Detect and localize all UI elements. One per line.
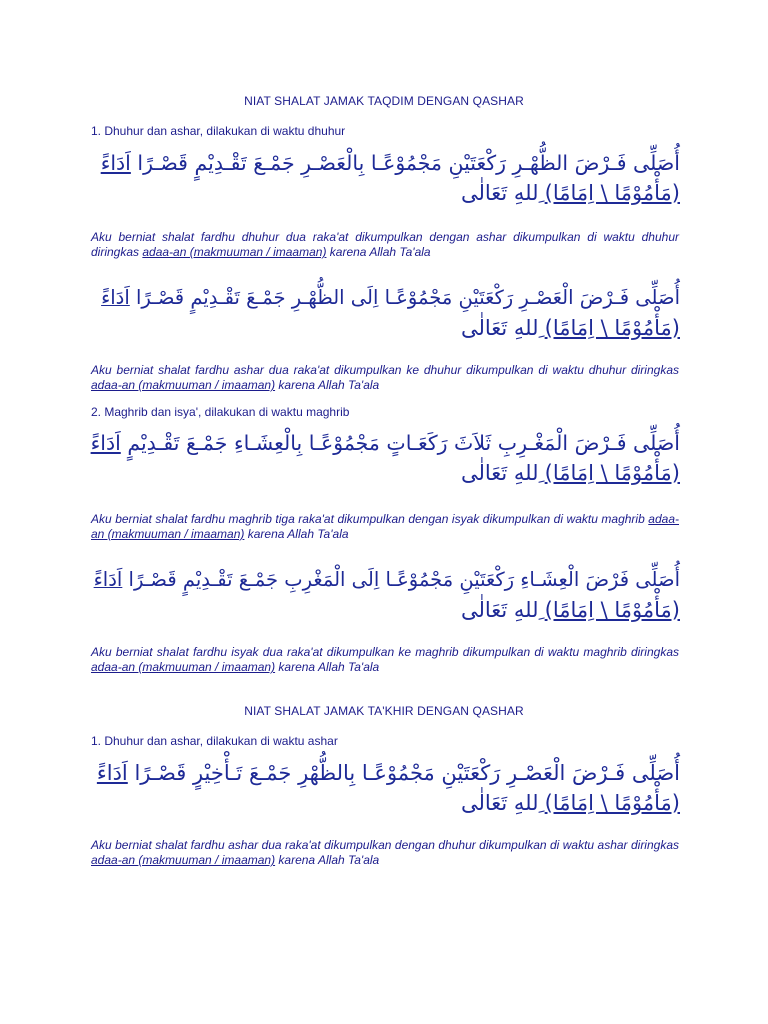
arabic-underlined: اَدَاءً bbox=[101, 286, 130, 309]
arabic-line-2 bbox=[91, 458, 680, 488]
subheading-dhuhur-ashar-takhir: 1. Dhuhur dan ashar, dilakukan di waktu ashar bbox=[91, 734, 338, 748]
arabic-line-1 bbox=[91, 758, 680, 788]
arabic-text: أُصَلِّى فَـرْضَ الظُّهْـرِ رَكْعَتَيْنِ مَجْمُوْعًـا بِالْعَصْـرِ جَمْـعَ تَقْـدِيْمٍ قَصْـرًا bbox=[137, 151, 680, 175]
arabic-line-1 bbox=[91, 148, 680, 178]
translation-underlined: adaa-an (makmuuman / imaaman) bbox=[91, 853, 276, 867]
arabic-niat-isya-taqdim bbox=[91, 565, 680, 625]
arabic-underlined: (مَأْمُوْمًا \ اِمَامًا) bbox=[544, 316, 680, 340]
arabic-line-2 bbox=[91, 595, 680, 625]
translation-text: karena Allah Ta'ala bbox=[275, 853, 380, 867]
arabic-text: أُصَلِّى فَـرْضَ الْمَغْـرِبِ ثَلاَثَ رَكَعَـاتٍ مَجْمُوْعًـا بِالْعِشَـاءِ جَمْـعَ تَقْـدِيْمٍ bbox=[127, 431, 680, 455]
translation-maghrib-taqdim bbox=[91, 512, 679, 542]
translation-text: Aku berniat shalat fardhu ashar dua raka'at dikumpulkan ke dhuhur dikumpulkan di waktu dhuhur diringkas bbox=[91, 363, 679, 377]
translation-text: karena Allah Ta'ala bbox=[326, 245, 431, 259]
arabic-text: أُصَلِّى فَـرْضَ الْعَصْـرِ رَكْعَتَيْنِ مَجْمُوْعًـا بِالظُّهْرِ جَمْـعَ تَـأْخِيْرٍ قَصْـرًا bbox=[134, 761, 680, 785]
arabic-text: ِللهِ تَعَالٰى bbox=[460, 598, 539, 622]
translation-text: Aku berniat shalat fardhu dhuhur dua raka'at dikumpulkan dengan ashar dikumpulkan di waktu dhuhur diringkas bbox=[91, 230, 679, 259]
arabic-text: ِللهِ تَعَالٰى bbox=[460, 461, 539, 485]
arabic-underlined: (مَأْمُوْمًا \ اِمَامًا) bbox=[544, 791, 680, 815]
arabic-line-2 bbox=[91, 178, 680, 208]
translation-text: Aku berniat shalat fardhu ashar dua raka'at dikumpulkan dengan dhuhur dikumpulkan di waktu ashar diringkas bbox=[91, 838, 679, 852]
arabic-underlined: اَدَاءً bbox=[90, 431, 121, 455]
translation-text: Aku berniat shalat fardhu isyak dua raka'at dikumpulkan ke maghrib dikumpulkan di waktu maghrib diringkas bbox=[91, 645, 679, 659]
arabic-niat-ashar-takhir bbox=[91, 758, 680, 818]
arabic-underlined: (مَأْمُوْمًا \ اِمَامًا) bbox=[544, 181, 680, 205]
arabic-text: ِللهِ تَعَالٰى bbox=[460, 316, 539, 340]
arabic-niat-maghrib-taqdim bbox=[91, 428, 680, 488]
translation-underlined: adaa-an (makmuuman / imaaman) bbox=[91, 660, 276, 674]
arabic-underlined: اَدَاءً bbox=[93, 568, 123, 591]
translation-text: Aku berniat shalat fardhu maghrib tiga raka'at dikumpulkan dengan isyak dikumpulkan di waktu maghrib bbox=[91, 512, 649, 526]
arabic-text: ِللهِ تَعَالٰى bbox=[460, 181, 539, 205]
arabic-text: ِللهِ تَعَالٰى bbox=[460, 791, 539, 815]
section-title-takhir: NIAT SHALAT JAMAK TA'KHIR DENGAN QASHAR bbox=[244, 704, 524, 718]
arabic-line-2 bbox=[91, 313, 680, 343]
translation-ashar-takhir bbox=[91, 838, 679, 868]
subheading-maghrib-isya-taqdim: 2. Maghrib dan isya', dilakukan di waktu maghrib bbox=[91, 405, 350, 419]
arabic-underlined: (مَأْمُوْمًا \ اِمَامًا) bbox=[544, 461, 680, 485]
arabic-underlined: اَدَاءً bbox=[96, 761, 128, 785]
subheading-dhuhur-ashar-taqdim: 1. Dhuhur dan ashar, dilakukan di waktu dhuhur bbox=[91, 124, 346, 138]
arabic-line-1 bbox=[91, 428, 680, 458]
translation-underlined: adaa-an (makmuuman / imaaman) bbox=[91, 378, 276, 392]
translation-underlined: adaa-an (makmuuman / imaaman) bbox=[142, 245, 327, 259]
translation-underlined: adaa-an (makmuuman / imaaman) bbox=[91, 512, 679, 541]
translation-ashar-taqdim bbox=[91, 363, 679, 393]
arabic-niat-ashar-taqdim bbox=[91, 283, 680, 343]
arabic-text: أُصَلِّى فَرْضَ الْعِشَـاءِ رَكْعَتَيْنِ مَجْمُوْعًـا اِلَى الْمَغْرِبِ جَمْـعَ تَقْـدِيْمٍ قَصْـرًا bbox=[128, 568, 680, 591]
arabic-text: أُصَلِّى فَـرْضَ الْعَصْـرِ رَكْعَتَيْنِ مَجْمُوْعًـا اِلَى الظُّهْـرِ جَمْـعَ تَقْـدِيْمٍ قَصْـرًا bbox=[136, 286, 680, 309]
translation-text: karena Allah Ta'ala bbox=[275, 378, 380, 392]
translation-text: karena Allah Ta'ala bbox=[244, 527, 349, 541]
arabic-line-2 bbox=[91, 788, 680, 818]
section-title-taqdim: NIAT SHALAT JAMAK TAQDIM DENGAN QASHAR bbox=[244, 94, 524, 108]
arabic-line-1 bbox=[91, 565, 680, 595]
translation-isya-taqdim bbox=[91, 645, 679, 675]
translation-dhuhur-taqdim bbox=[91, 230, 679, 260]
arabic-underlined: (مَأْمُوْمًا \ اِمَامًا) bbox=[544, 598, 680, 622]
arabic-niat-dhuhur-taqdim bbox=[91, 148, 680, 208]
arabic-line-1 bbox=[91, 283, 680, 313]
arabic-underlined: اَدَاءً bbox=[100, 151, 131, 175]
translation-text: karena Allah Ta'ala bbox=[275, 660, 380, 674]
